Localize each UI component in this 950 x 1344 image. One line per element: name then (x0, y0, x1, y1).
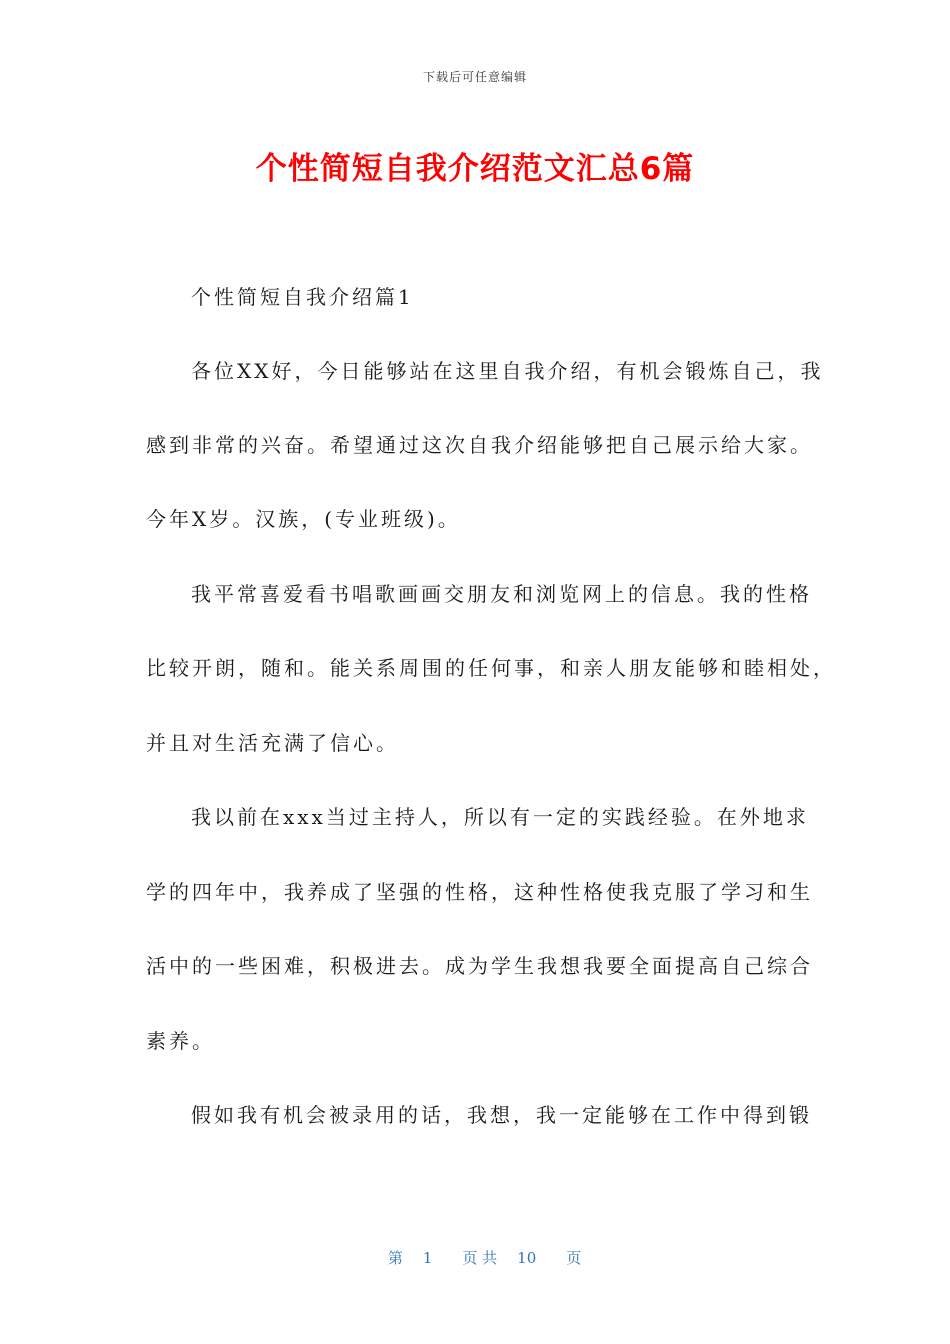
footer-prefix: 第 (387, 1249, 403, 1267)
section-heading: 个性简短自我介绍篇1 (191, 285, 414, 309)
paragraph-line: 并且对生活充满了信心。 (146, 731, 399, 755)
current-page-number: 1 (422, 1249, 433, 1267)
paragraph-line: 活中的一些困难，积极进去。成为学生我想我要全面提高自己综合 (146, 954, 813, 978)
paragraph-line: 比较开朗，随和。能关系周围的任何事，和亲人朋友能够和睦相处， (146, 656, 836, 680)
paragraph-line: 学的四年中，我养成了坚强的性格，这种性格使我克服了学习和生 (146, 880, 813, 904)
header-note: 下载后可任意编辑 (422, 70, 527, 84)
paragraph-line: 我平常喜爱看书唱歌画画交朋友和浏览网上的信息。我的性格 (191, 582, 812, 606)
paragraph-line: 我以前在xxx当过主持人，所以有一定的实践经验。在外地求 (191, 805, 809, 829)
document-title: 个性简短自我介绍范文汇总6篇 (255, 151, 695, 187)
paragraph-line: 假如我有机会被录用的话，我想，我一定能够在工作中得到锻 (191, 1103, 812, 1127)
paragraph-line: 今年X岁。汉族，(专业班级)。 (146, 507, 461, 531)
footer-mid: 页 共 (462, 1249, 498, 1267)
page-footer (0, 1229, 950, 1286)
paragraph-line: 各位XX好，今日能够站在这里自我介绍，有机会锻炼自己，我 (191, 359, 824, 383)
footer-suffix: 页 (566, 1249, 582, 1267)
paragraph-line: 感到非常的兴奋。希望通过这次自我介绍能够把自己展示给大家。 (146, 433, 813, 457)
total-pages-number: 10 (517, 1249, 537, 1267)
paragraph-line: 素养。 (146, 1029, 215, 1053)
